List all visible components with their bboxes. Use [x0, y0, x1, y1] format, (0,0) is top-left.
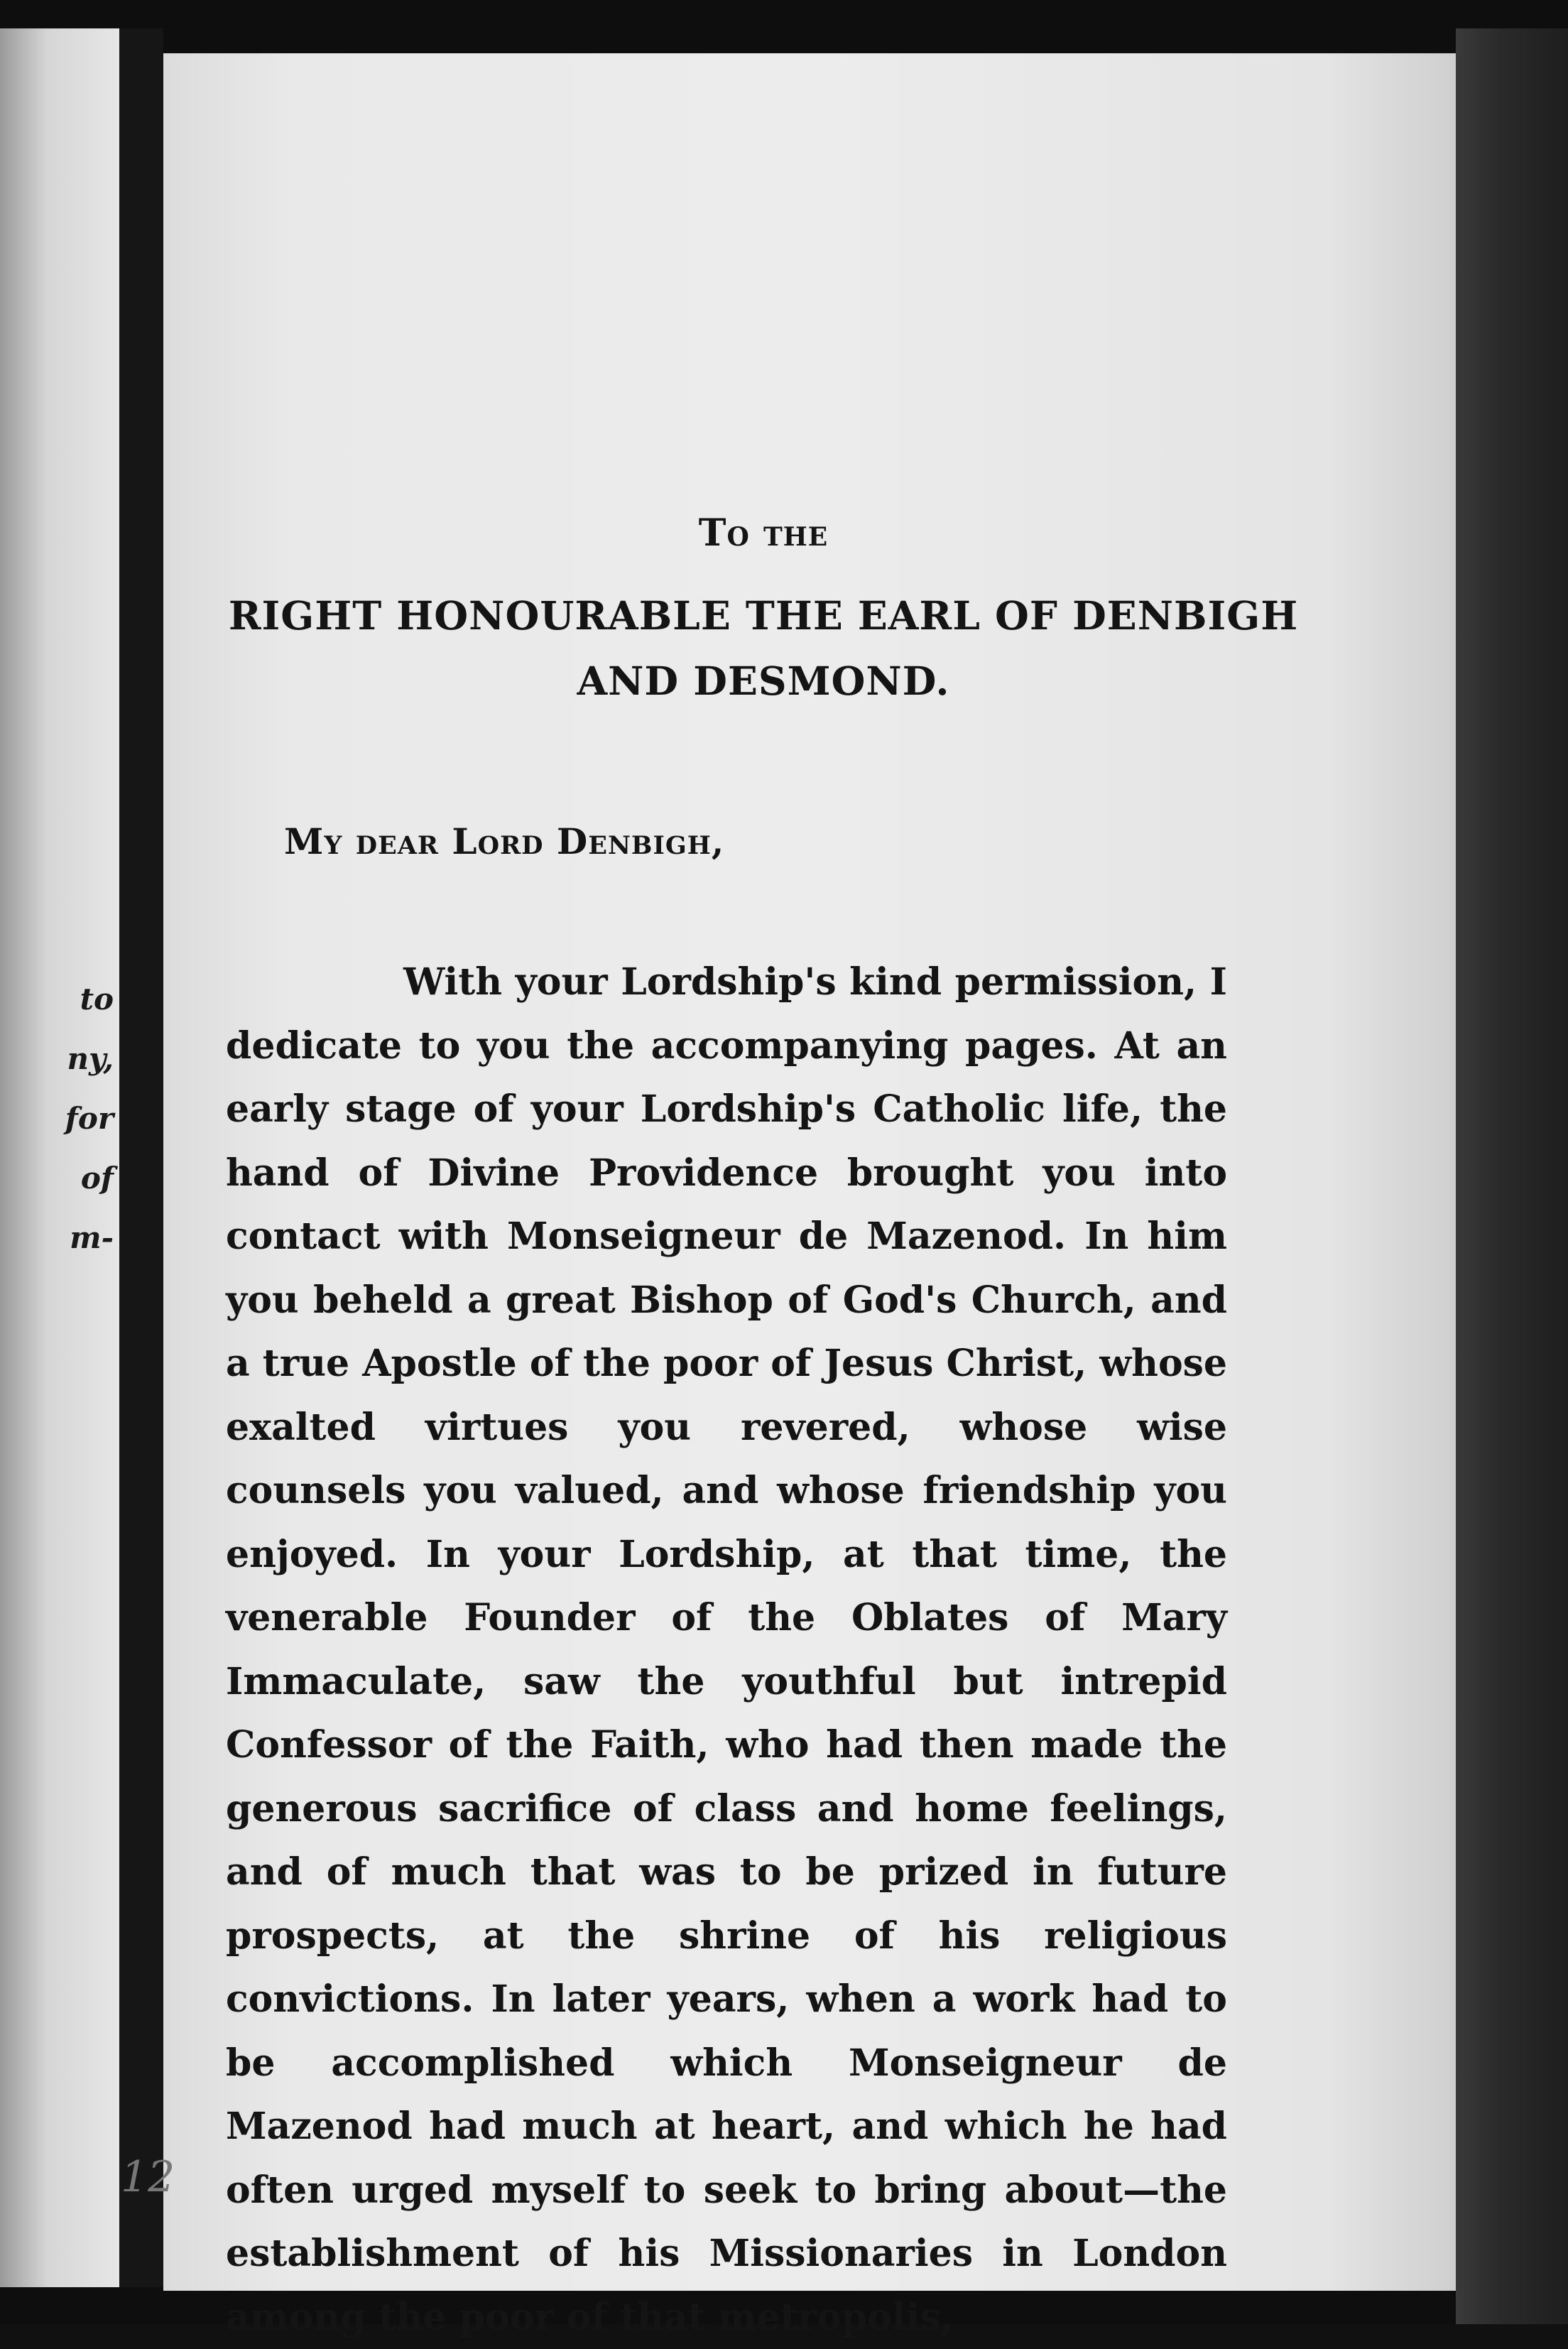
left-page-text-fragments	[0, 970, 114, 1268]
heading-to-the: To the	[698, 511, 829, 555]
left-facing-page	[0, 28, 119, 2287]
fragment-line: ny,	[67, 1041, 114, 1076]
heading-addressee: RIGHT HONOURABLE THE EARL OF DENBIGH AND DESMOND.	[228, 592, 1299, 704]
dedication-body: With your Lordship's kind permission, I dedicate to you the accompanying pages. At an early stage of your Lordship's Catholic life, the hand of Divine Providence brought you into contact with Monseigneur de Mazenod. In him you beheld a great Bishop of God's Church, and a true Apostle of the poor of Jesus Christ, whose exalted virtues you revered, whose wise counsels you valued, and whose friendship you enjoyed. In your Lordship, at that time, the venerable Founder of the Oblates of Mary Immaculate, saw the youthful but intrepid Confessor of the Faith, who had then made the generous sacrifice of class and home feelings, and of much that was to be prized in future prospects, at the shrine of his religious convictions. In later years, when a work had to be accomplished which Monseigneur de Mazenod had much at heart, and which he had often urged myself to seek to bring about—the establishment of his Missionaries in London among the poor of that metropolis,	[226, 960, 1227, 2339]
fragment-line: m-	[70, 1220, 114, 1255]
salutation: My dear Lord Denbigh,	[284, 820, 725, 862]
fragment-line: to	[80, 982, 114, 1016]
handwritten-folio-mark: 12	[121, 2152, 175, 2202]
fragment-line: for	[65, 1101, 114, 1136]
fragment-line: of	[80, 1161, 114, 1195]
dedication-heading	[213, 511, 1314, 714]
book-gutter	[119, 28, 163, 2287]
right-page-edge	[1456, 28, 1568, 2324]
